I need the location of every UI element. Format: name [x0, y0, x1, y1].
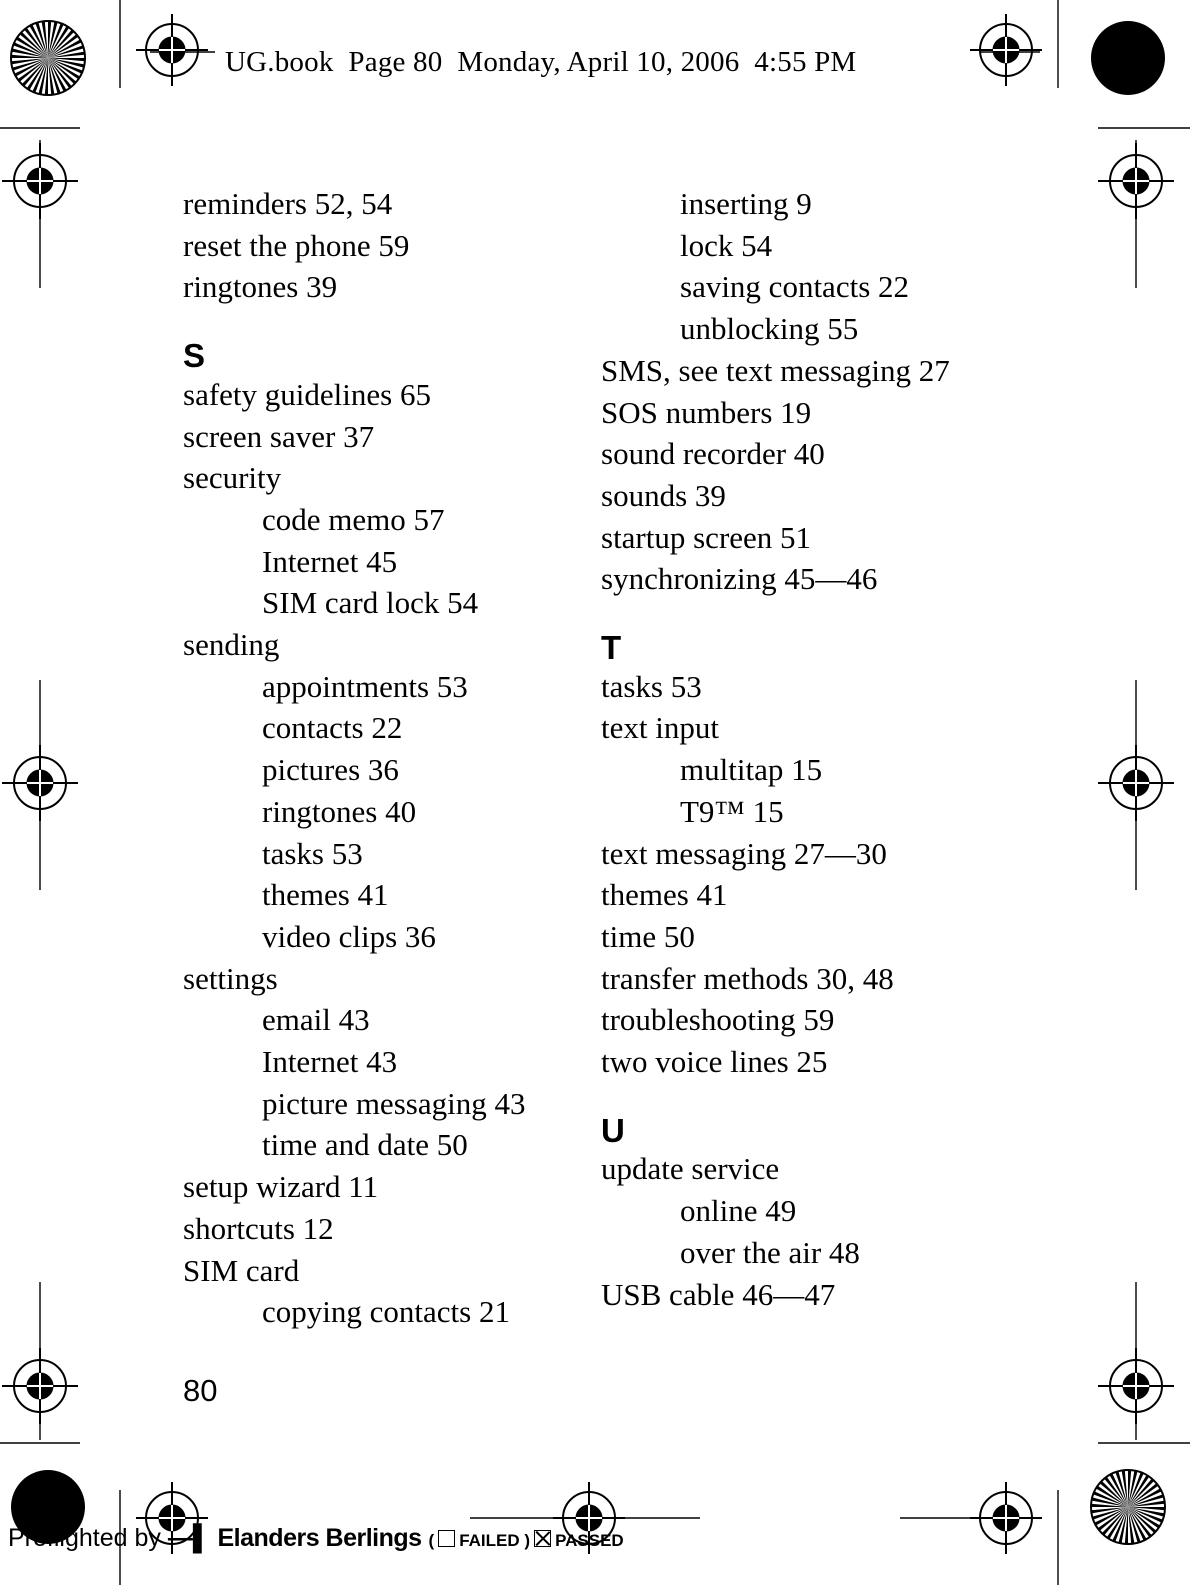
print-slug-header: UG.book Page 80 Monday, April 10, 2006 4:55 PM — [225, 46, 857, 78]
failed-label: FAILED — [459, 1531, 520, 1550]
page-number: 80 — [183, 1373, 218, 1408]
index-entry: startup screen 51 — [601, 519, 812, 555]
brand-name: Elanders Berlings — [217, 1524, 422, 1552]
index-entry: SMS, see text messaging 27 — [601, 352, 950, 388]
index-subentry: unblocking 55 — [680, 311, 859, 347]
index-entry: setup wizard 11 — [183, 1169, 379, 1205]
index-entry: troubleshooting 59 — [601, 1002, 835, 1038]
index-entry: tasks 53 — [601, 668, 702, 704]
index-subentry: code memo 57 — [262, 501, 445, 537]
index-entry: text input — [601, 710, 719, 746]
index-entry: screen saver 37 — [183, 418, 375, 454]
index-subentry: T9™ 15 — [680, 793, 784, 829]
failed-checkbox-icon — [438, 1530, 455, 1547]
index-entry: USB cable 46—47 — [601, 1276, 836, 1312]
index-entry: themes 41 — [601, 877, 728, 913]
index-subentry: pictures 36 — [262, 752, 399, 788]
preflight-footer — [8, 1524, 624, 1553]
index-subentry: lock 54 — [680, 227, 773, 263]
index-subentry: Internet 43 — [262, 1044, 398, 1079]
index-entry: ringtones 39 — [183, 269, 338, 305]
index-subentry: Internet 45 — [262, 543, 398, 579]
index-entry: settings — [183, 960, 278, 996]
index-entry: sound recorder 40 — [601, 436, 825, 472]
index-subentry: copying contacts 21 — [262, 1294, 510, 1330]
brand-logo-icon: —▌ — [167, 1524, 211, 1552]
index-subentry: contacts 22 — [262, 710, 403, 746]
index-subentry: over the air 48 — [680, 1234, 860, 1270]
preflight-label: Preflighted by — [8, 1524, 161, 1552]
index-entry: SIM card — [183, 1252, 300, 1288]
index-entry: two voice lines 25 — [601, 1044, 828, 1079]
section-letter: S — [183, 337, 206, 375]
index-entry: security — [183, 460, 282, 496]
index-entry: synchronizing 45—46 — [601, 561, 878, 597]
index-entry: reset the phone 59 — [183, 227, 410, 263]
index-entry: sounds 39 — [601, 477, 726, 513]
section-letter: U — [601, 1111, 625, 1149]
index-entry: safety guidelines 65 — [183, 376, 431, 412]
index-entry: transfer methods 30, 48 — [601, 960, 894, 996]
index-entry: text messaging 27—30 — [601, 835, 887, 871]
index-subentry: appointments 53 — [262, 668, 468, 704]
index-subentry: tasks 53 — [262, 835, 363, 871]
passed-checkbox-icon — [534, 1530, 551, 1547]
index-subentry: multitap 15 — [680, 752, 823, 788]
index-entry: update service — [601, 1151, 780, 1187]
index-entry: reminders 52, 54 — [183, 186, 393, 221]
index-subentry: ringtones 40 — [262, 793, 417, 829]
index-subentry: SIM card lock 54 — [262, 585, 479, 621]
index-subentry: saving contacts 22 — [680, 269, 910, 305]
index-entry: SOS numbers 19 — [601, 394, 812, 430]
index-entry: time 50 — [601, 918, 695, 954]
index-entry: shortcuts 12 — [183, 1210, 334, 1246]
passed-label: PASSED — [555, 1531, 624, 1550]
index-subentry: picture messaging 43 — [262, 1085, 526, 1121]
index-subentry: email 43 — [262, 1002, 370, 1038]
index-subentry: video clips 36 — [262, 918, 436, 954]
section-letter: T — [601, 629, 622, 666]
index-subentry: themes 41 — [262, 877, 389, 913]
index-entry: sending — [183, 627, 280, 662]
index-subentry: online 49 — [680, 1193, 797, 1229]
index-subentry: time and date 50 — [262, 1127, 468, 1163]
preflight-status: ( FAILED ) PASSED — [428, 1531, 624, 1550]
index-subentry: inserting 9 — [680, 186, 812, 221]
